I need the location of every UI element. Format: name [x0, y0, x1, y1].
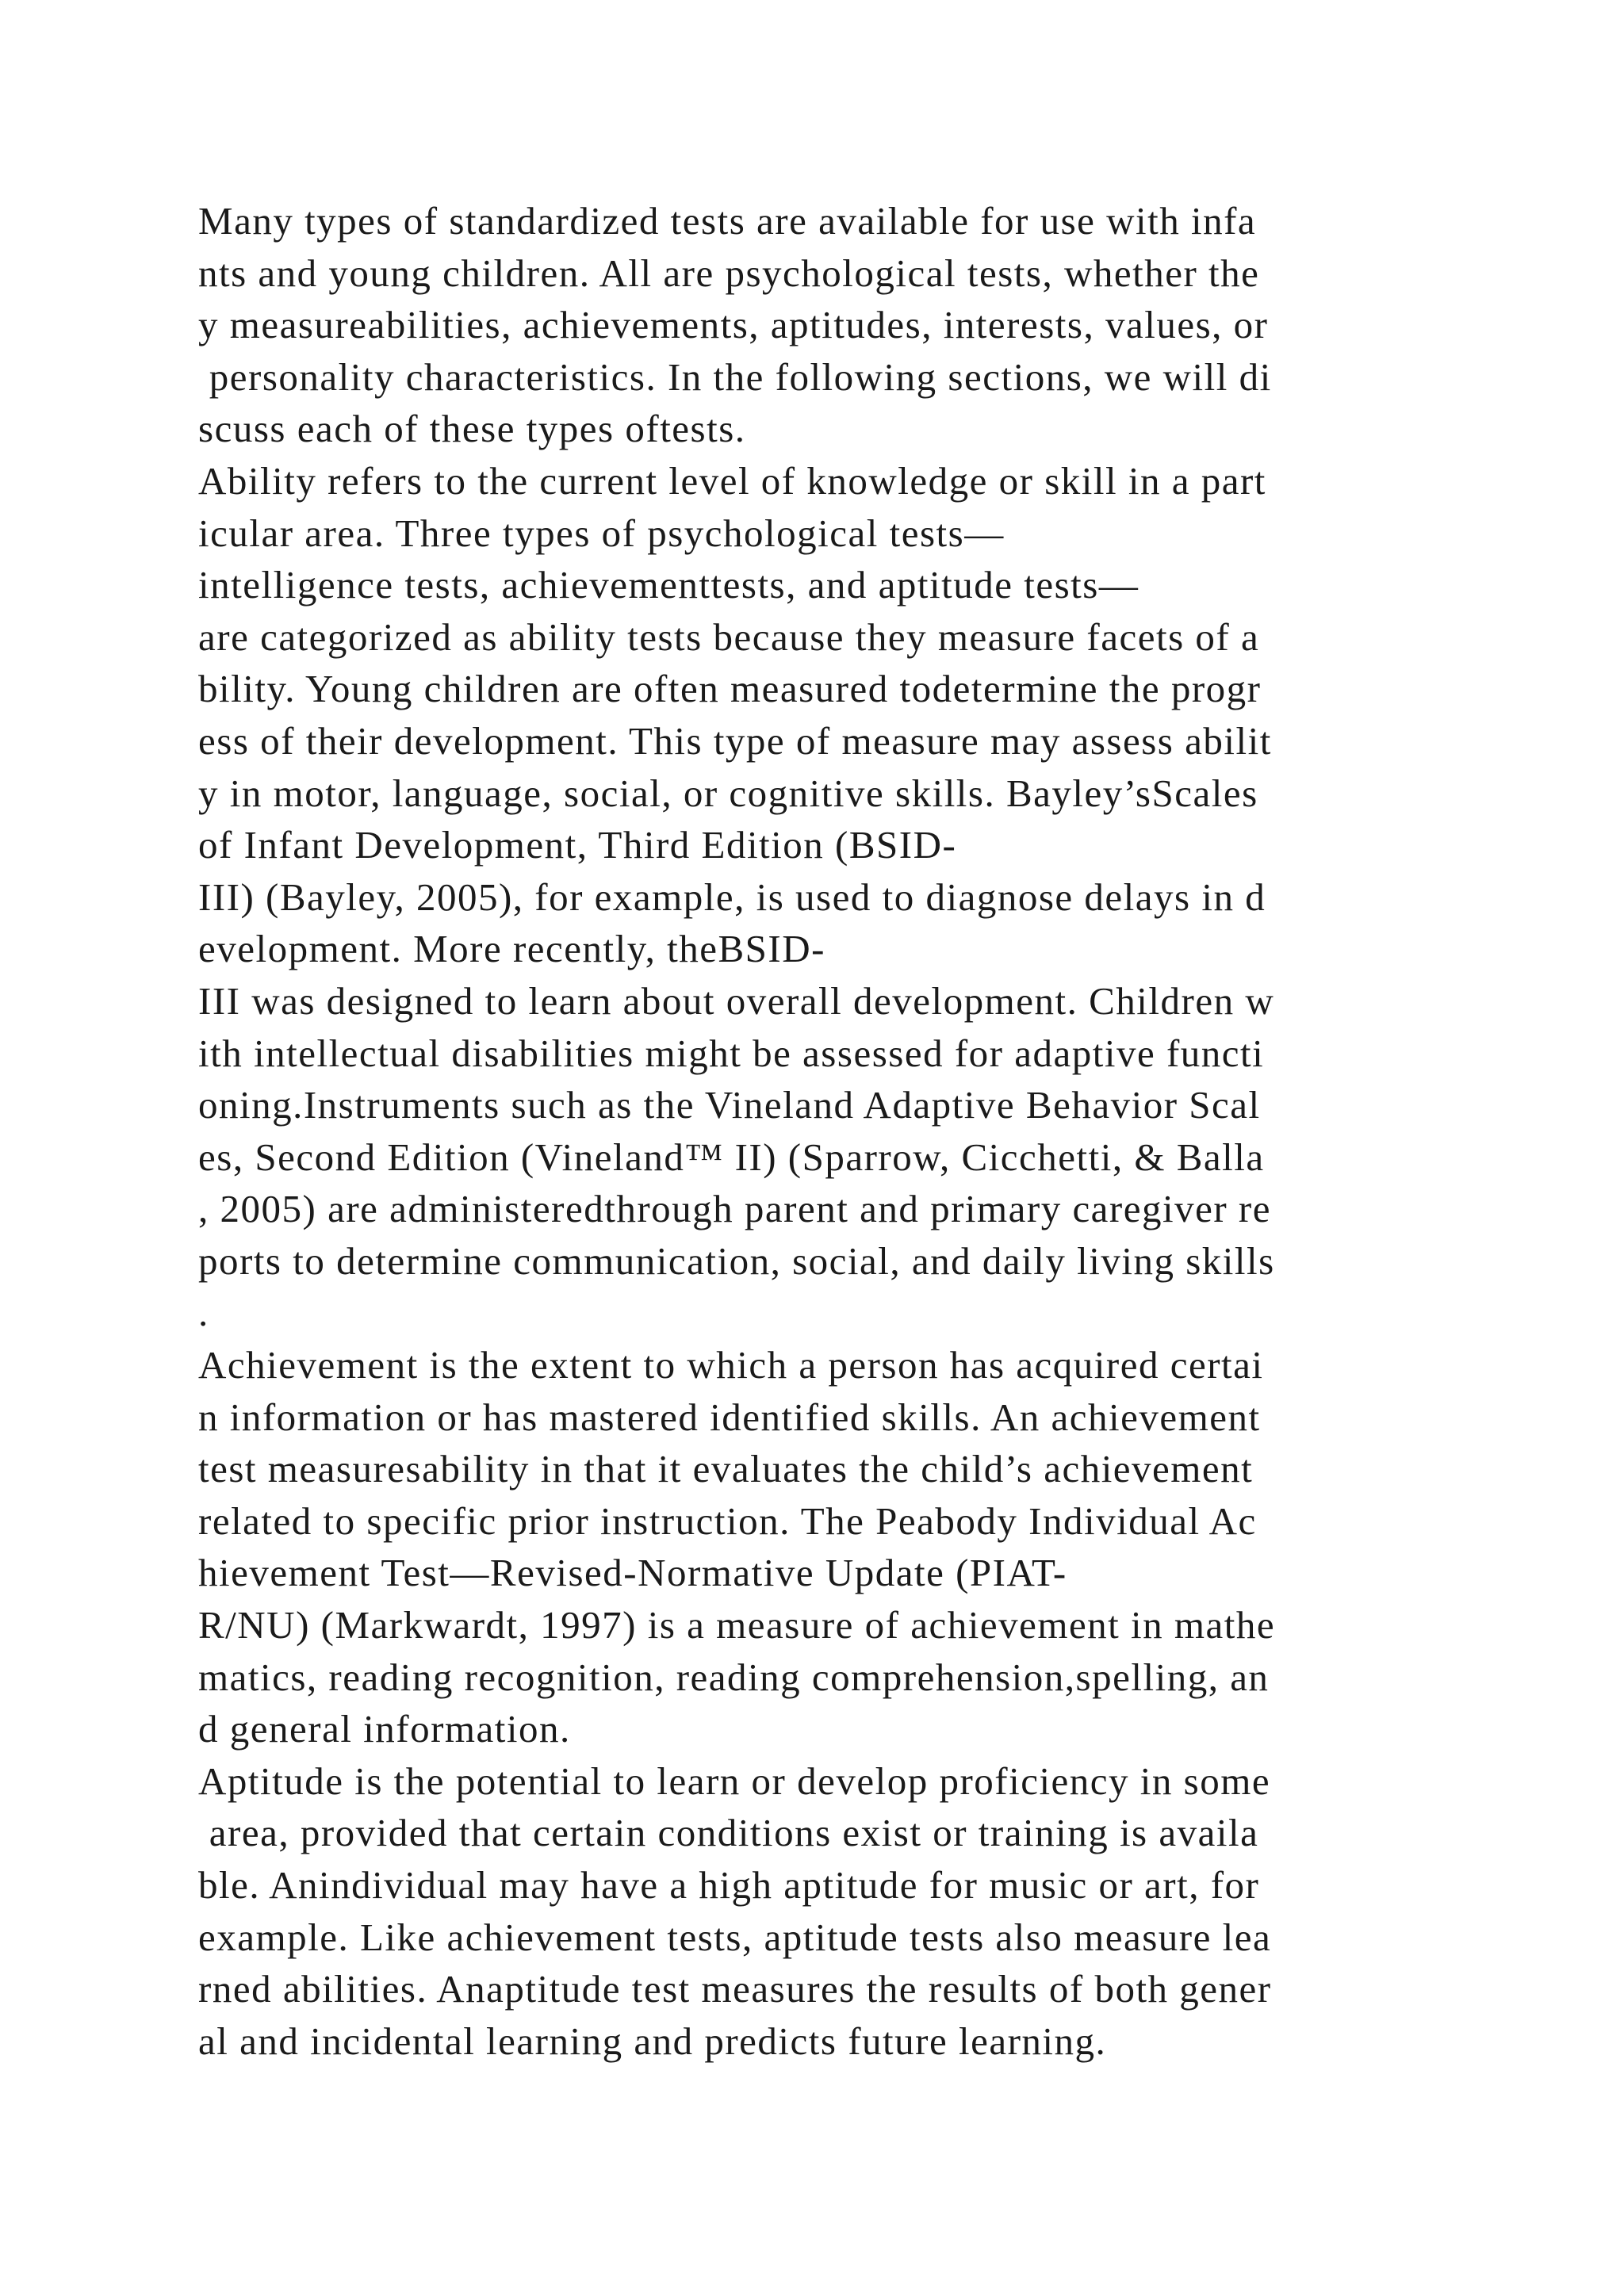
text-line: R/NU) (Markwardt, 1997) is a measure of achievement in mathe	[198, 1603, 1276, 1647]
text-line: d general information.	[198, 1707, 571, 1751]
text-line: Achievement is the extent to which a person has acquired certai	[198, 1343, 1264, 1387]
text-line: scuss each of these types oftests.	[198, 407, 746, 451]
text-line: Aptitude is the potential to learn or develop proficiency in some	[198, 1758, 1271, 1803]
text-line: are categorized as ability tests because they measure facets of a	[198, 614, 1260, 659]
text-line: ith intellectual disabilities might be assessed for adaptive functi	[198, 1031, 1265, 1075]
text-line: III was designed to learn about overall development. Children w	[198, 978, 1275, 1023]
text-line: example. Like achievement tests, aptitude tests also measure lea	[198, 1915, 1272, 1959]
text-line: matics, reading recognition, reading comprehension,spelling, an	[198, 1655, 1270, 1699]
text-line: III) (Bayley, 2005), for example, is used to diagnose delays in d	[198, 874, 1266, 919]
text-line: bility. Young children are often measured todetermine the progr	[198, 667, 1262, 711]
text-line: oning.Instruments such as the Vineland Adaptive Behavior Scal	[198, 1083, 1261, 1127]
text-line: rned abilities. Anaptitude test measures the results of both gener	[198, 1967, 1272, 2011]
text-line: intelligence tests, achievementtests, and aptitude tests—	[198, 563, 1139, 607]
text-line: n information or has mastered identified skills. An achievement	[198, 1395, 1261, 1439]
text-line: ports to determine communication, social, and daily living skills	[198, 1238, 1275, 1283]
text-line: ble. Anindividual may have a high aptitude for music or art, for	[198, 1863, 1260, 1907]
text-line: icular area. Three types of psychological tests—	[198, 511, 1005, 555]
text-line: Many types of standardized tests are available for use with infa	[198, 199, 1257, 243]
document-body-text	[198, 195, 1451, 2067]
text-line: al and incidental learning and predicts future learning.	[198, 2019, 1107, 2063]
text-line: Ability refers to the current level of knowledge or skill in a part	[198, 458, 1266, 503]
text-line: area, provided that certain conditions exist or training is availa	[198, 1811, 1259, 1855]
text-line: evelopment. More recently, theBSID-	[198, 927, 825, 971]
text-line: es, Second Edition (Vineland™ II) (Sparrow, Cicchetti, & Balla	[198, 1135, 1265, 1179]
text-line: , 2005) are administeredthrough parent and primary caregiver re	[198, 1187, 1271, 1231]
text-line: y in motor, language, social, or cognitive skills. Bayley’sScales	[198, 771, 1258, 815]
text-line: nts and young children. All are psychological tests, whether the	[198, 251, 1260, 295]
text-line: personality characteristics. In the following sections, we will di	[198, 354, 1272, 399]
text-line: related to specific prior instruction. The Peabody Individual Ac	[198, 1498, 1257, 1543]
text-line: hievement Test—Revised-Normative Update (PIAT-	[198, 1551, 1067, 1595]
text-line: of Infant Development, Third Edition (BSID-	[198, 823, 957, 867]
text-line: ess of their development. This type of measure may assess abilit	[198, 718, 1272, 763]
text-line: test measuresability in that it evaluates the child’s achievement	[198, 1447, 1254, 1491]
text-line: .	[198, 1291, 209, 1335]
text-line: y measureabilities, achievements, aptitudes, interests, values, or	[198, 303, 1269, 347]
